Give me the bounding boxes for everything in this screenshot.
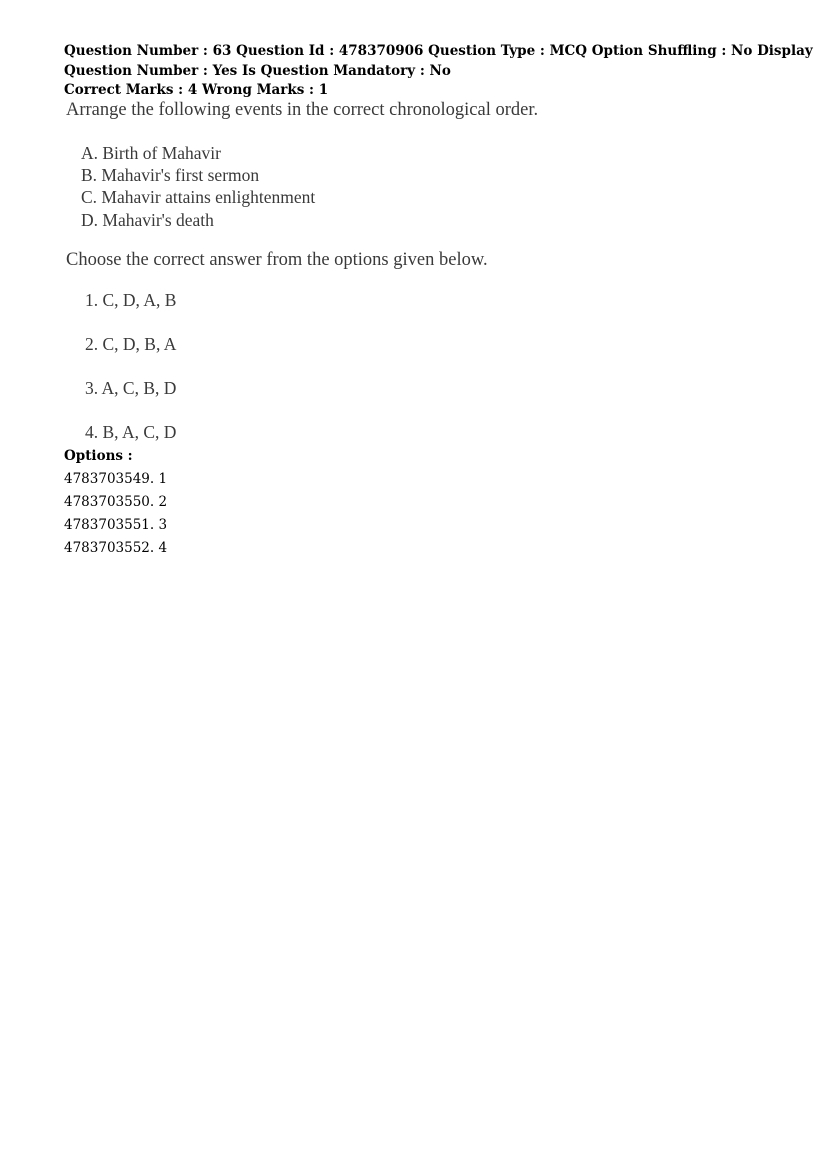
answer-choice: 4. B, A, C, D	[85, 422, 177, 442]
question-content	[64, 98, 624, 446]
marks-line: Correct Marks : 4 Wrong Marks : 1	[64, 82, 329, 98]
answer-choice: 3. A, C, B, D	[85, 378, 177, 398]
options-title: Options :	[64, 448, 133, 464]
option-id-line: 4783703550. 2	[64, 494, 168, 510]
option-id-line: 4783703552. 4	[64, 540, 168, 556]
question-meta-line-2: Question Number : Yes Is Question Mandatory : No	[64, 62, 451, 79]
question-prompt: Arrange the following events in the correct chronological order.	[66, 100, 539, 120]
option-id-line: 4783703549. 1	[64, 471, 168, 487]
event-item: A. Birth of Mahavir	[81, 143, 221, 163]
question-meta-line-1: Question Number : 63 Question Id : 478370906 Question Type : MCQ Option Shuffling : No Display	[64, 43, 813, 59]
answer-choice: 1. C, D, A, B	[85, 290, 177, 310]
answer-choice: 2. C, D, B, A	[85, 334, 177, 354]
event-item: D. Mahavir's death	[81, 209, 214, 230]
option-id-line: 4783703551. 3	[64, 517, 168, 533]
event-list	[81, 142, 315, 231]
event-item: C. Mahavir attains enlightenment	[81, 187, 316, 208]
event-item: B. Mahavir's first sermon	[81, 165, 260, 186]
question-header	[64, 42, 813, 101]
choose-instruction: Choose the correct answer from the options given below.	[66, 250, 488, 270]
